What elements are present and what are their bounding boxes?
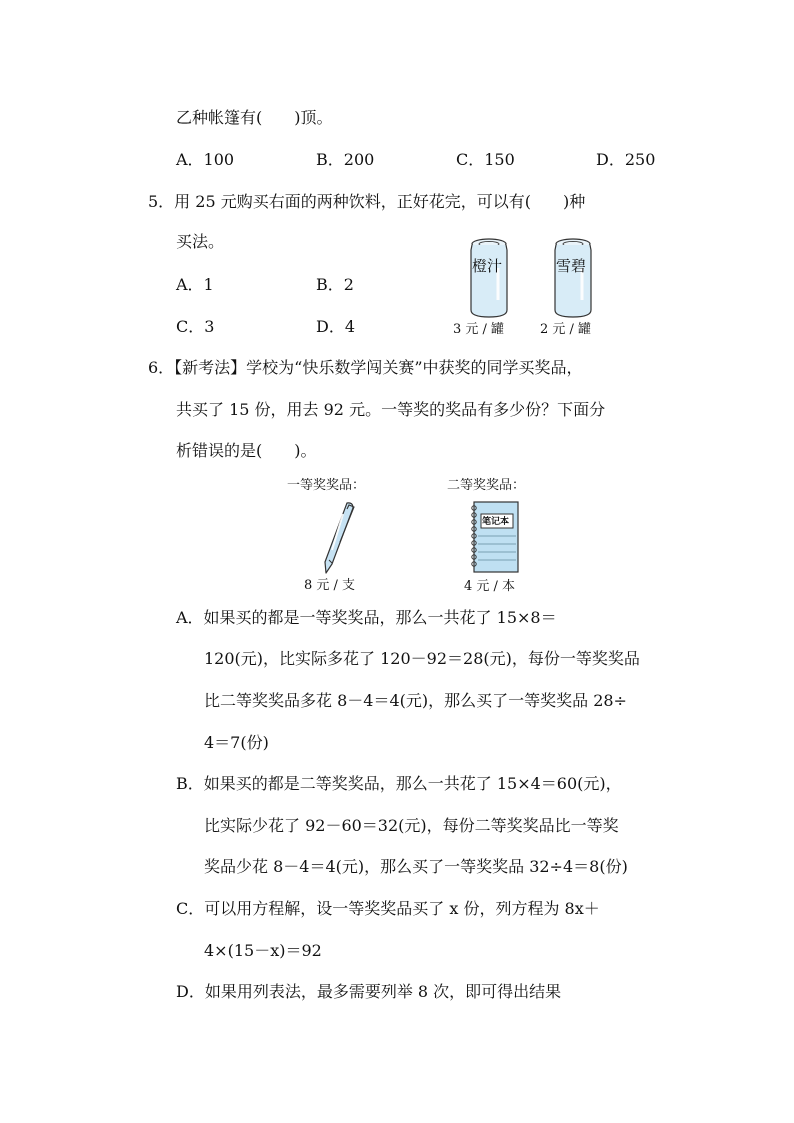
q6-line2: 共买了 15 份，用去 92 元。一等奖的奖品有多少份？下面分 [176,400,606,419]
q5-option-b[interactable]: B．2 [316,275,354,294]
q6-option-c-line1[interactable]: C．可以用方程解，设一等奖奖品买了 x 份，列方程为 8x＋ [176,899,600,918]
orange-juice-can-image [468,238,510,320]
q6-option-a-line4: 4＝7(份) [204,733,269,752]
q6-option-a-line1[interactable]: A．如果买的都是一等奖奖品，那么一共花了 15×8＝ [176,608,557,627]
sprite-can-image [552,238,594,320]
q5-option-d[interactable]: D．4 [316,317,356,336]
q6-option-a-line3: 比二等奖奖品多花 8－4＝4(元)，那么买了一等奖奖品 28÷ [204,691,627,710]
orange-juice-price: 3 元 / 罐 [453,322,505,337]
sprite-label: 雪碧 [556,257,587,275]
notebook-image [468,500,522,576]
notebook-cover-label: 笔记本 [482,517,510,527]
q6-line3: 析错误的是( )。 [176,441,317,460]
sprite-price: 2 元 / 罐 [540,322,592,337]
q6-option-d[interactable]: D．如果用列表法，最多需要列举 8 次，即可得出结果 [176,982,562,1001]
orange-juice-label: 橙汁 [472,257,503,275]
q5-option-c[interactable]: C．3 [176,317,215,336]
pen-image [318,500,358,576]
q4-option-a[interactable]: A．100 [176,150,235,169]
q4-option-c[interactable]: C．150 [456,150,515,169]
pen-price: 8 元 / 支 [304,578,356,593]
q6-option-c-line2: 4×(15－x)＝92 [204,941,322,960]
notebook-price: 4 元 / 本 [464,579,516,594]
q4-option-b[interactable]: B．200 [316,150,375,169]
q4-tail: 乙种帐篷有( )顶。 [176,108,333,127]
q5-option-a[interactable]: A．1 [176,275,214,294]
q6-option-a-line2: 120(元)，比实际多花了 120－92＝28(元)，每份一等奖奖品 [204,649,640,668]
q5-stem-line1: 5．用 25 元购买右面的两种饮料，正好花完，可以有( )种 [148,192,586,211]
q6-option-b-line1[interactable]: B．如果买的都是二等奖奖品，那么一共花了 15×4＝60(元)， [176,774,622,793]
q6-option-b-line2: 比实际少花了 92－60＝32(元)，每份二等奖奖品比一等奖 [204,816,619,835]
first-prize-label: 一等奖奖品： [287,478,366,493]
q6-line1: 6．【新考法】学校为“快乐数学闯关赛”中获奖的同学买奖品， [148,358,583,377]
q4-option-d[interactable]: D．250 [596,150,656,169]
second-prize-label: 二等奖奖品： [447,478,526,493]
q6-option-b-line3: 奖品少花 8－4＝4(元)，那么买了一等奖奖品 32÷4＝8(份) [204,857,628,876]
q5-stem-line2: 买法。 [176,232,225,251]
